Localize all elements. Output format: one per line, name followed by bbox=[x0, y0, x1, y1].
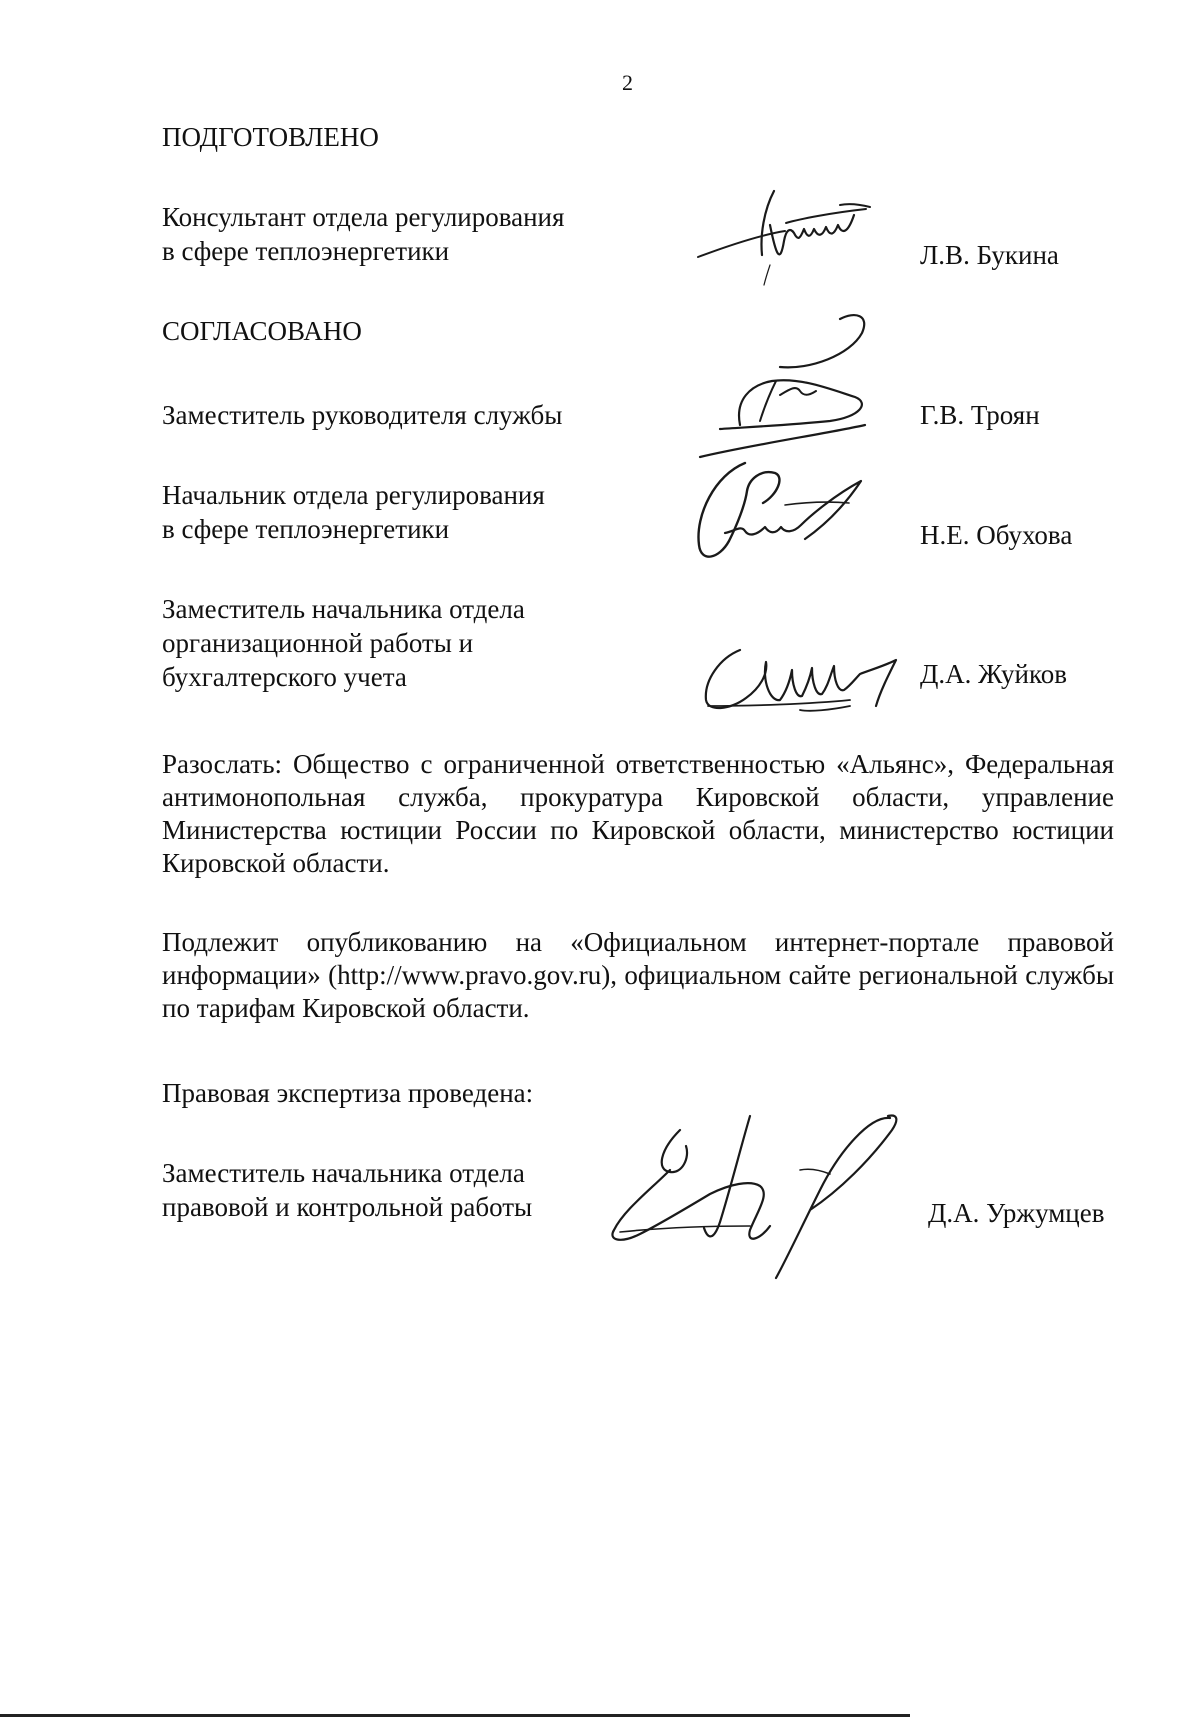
signer-2-position-line-2: в сфере теплоэнергетики bbox=[162, 514, 450, 544]
signature-zhuikov bbox=[700, 640, 920, 720]
signer-3-position bbox=[162, 592, 525, 694]
prepared-position-line-1: Консультант отдела регулирования bbox=[162, 202, 565, 232]
signature-bukina bbox=[690, 185, 890, 295]
signer-3-position-line-3: бухгалтерского учета bbox=[162, 662, 407, 692]
signature-troyan bbox=[680, 305, 920, 465]
signer-2-position bbox=[162, 478, 545, 546]
signer-2-name: Н.Е. Обухова bbox=[920, 520, 1073, 550]
prepared-position bbox=[162, 200, 564, 268]
prepared-heading: ПОДГОТОВЛЕНО bbox=[162, 122, 379, 152]
agreed-heading: СОГЛАСОВАНО bbox=[162, 316, 362, 346]
signature-obukhova bbox=[685, 455, 885, 565]
page-number: 2 bbox=[622, 70, 633, 95]
distribution-text: Разослать: Общество с ограниченной ответственностью «Альянс», Федеральная антимонопольная служба, прокуратура Кировской области, управление Министерства юстиции России по Кировской области, министерство юстиции Кировской области. bbox=[162, 749, 1114, 878]
signer-3-position-line-2: организационной работы и bbox=[162, 628, 474, 658]
legal-review-name: Д.А. Уржумцев bbox=[928, 1198, 1105, 1228]
signer-2-position-line-1: Начальник отдела регулирования bbox=[162, 480, 545, 510]
signer-3-name: Д.А. Жуйков bbox=[920, 659, 1067, 689]
publication-text: Подлежит опубликованию на «Официальном интернет-портале правовой информации» (http://www.pravo.gov.ru), официальном сайте региональной службы по тарифам Кировской области. bbox=[162, 927, 1114, 1023]
signer-1-position-line-1: Заместитель руководителя службы bbox=[162, 400, 563, 430]
signer-1-name: Г.В. Троян bbox=[920, 400, 1040, 430]
prepared-position-line-2: в сфере теплоэнергетики bbox=[162, 236, 450, 266]
legal-review-position-line-2: правовой и контрольной работы bbox=[162, 1192, 533, 1222]
signer-1-position bbox=[162, 398, 562, 432]
legal-review-position bbox=[162, 1156, 532, 1224]
signature-urzhumtsev bbox=[600, 1110, 910, 1280]
bottom-rule bbox=[0, 1714, 910, 1717]
publication-paragraph bbox=[162, 926, 1114, 1025]
legal-review-position-line-1: Заместитель начальника отдела bbox=[162, 1158, 525, 1188]
distribution-paragraph bbox=[162, 748, 1114, 880]
prepared-name: Л.В. Букина bbox=[920, 240, 1059, 270]
signer-3-position-line-1: Заместитель начальника отдела bbox=[162, 594, 525, 624]
legal-review-heading: Правовая экспертиза проведена: bbox=[162, 1078, 534, 1108]
